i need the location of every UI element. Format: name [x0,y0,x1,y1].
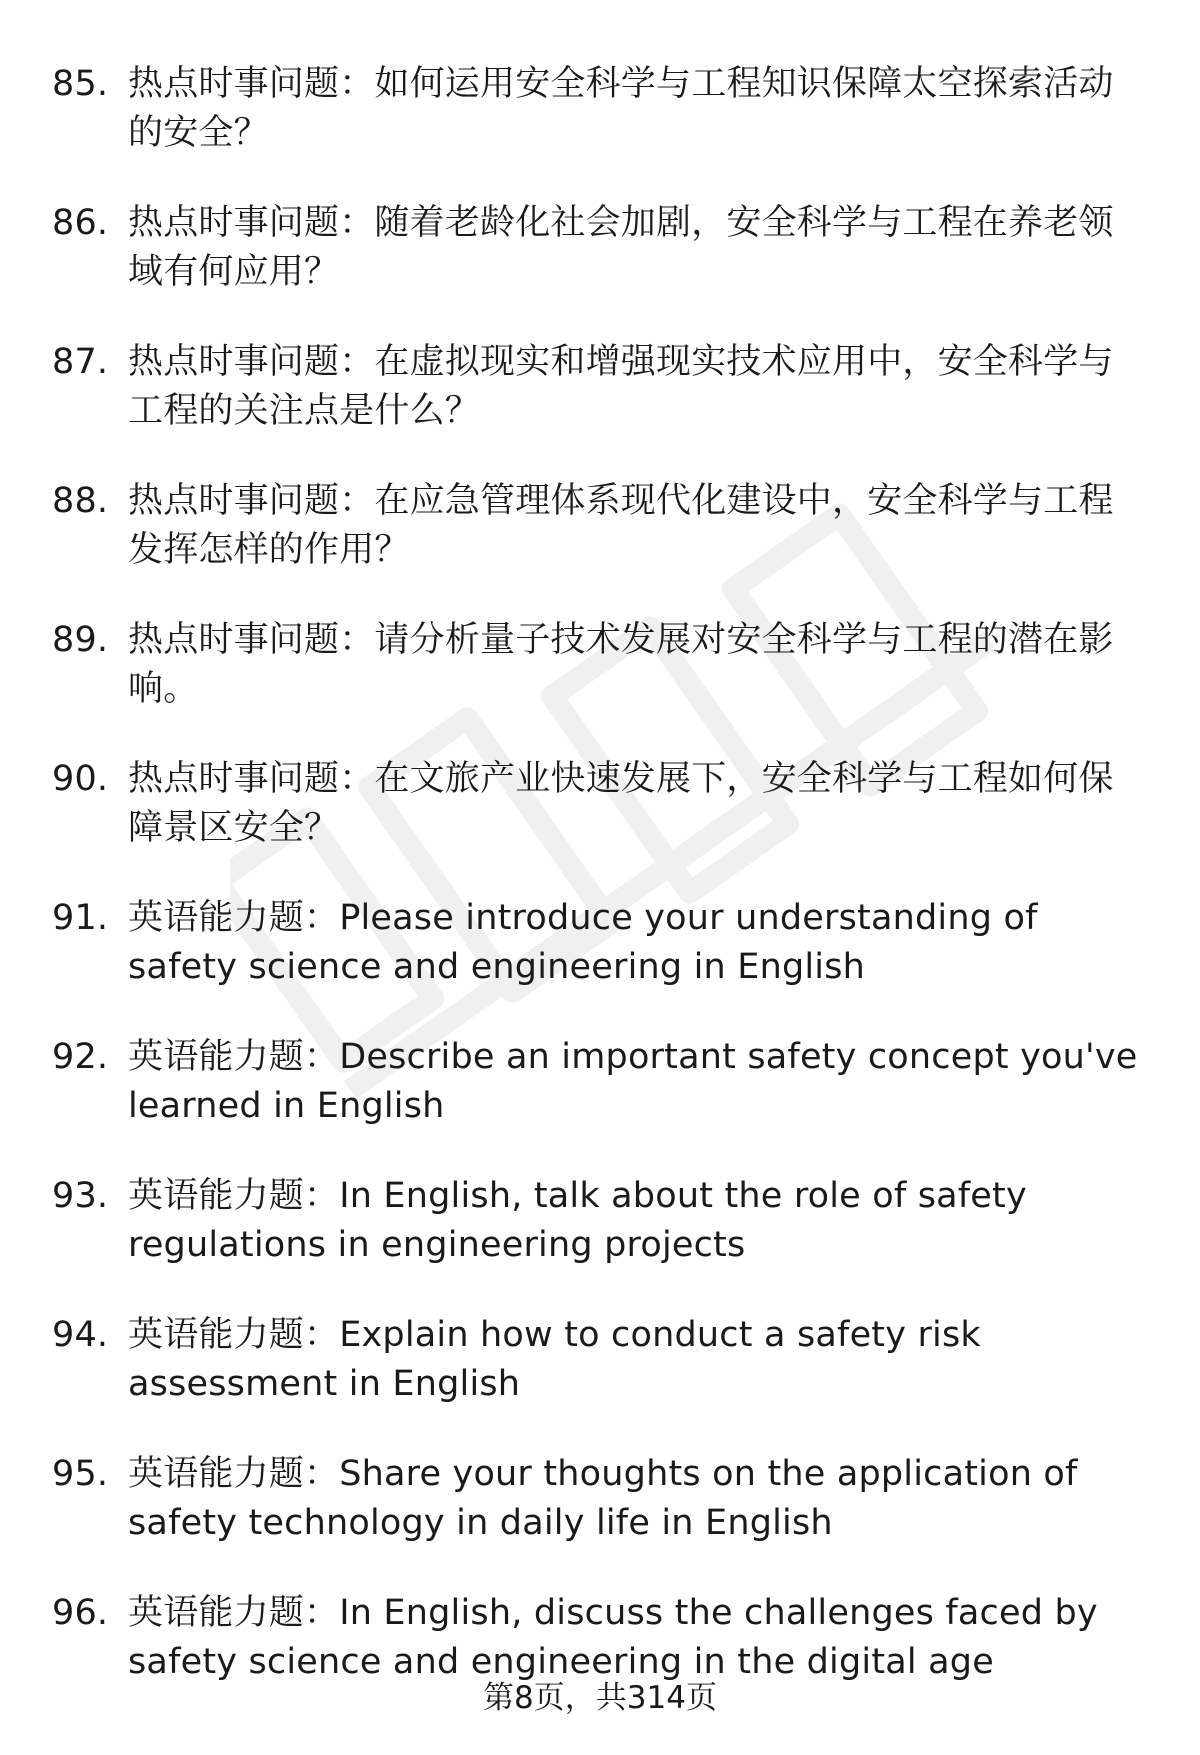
question-item-89 [52,616,1142,714]
question-text: 热点时事问题：请分析量子技术发展对安全科学与工程的潜在影响。 [128,620,1114,709]
question-number: 89. [52,620,109,660]
question-number: 93. [52,1176,109,1216]
question-number: 86. [52,203,109,243]
question-item-90 [52,755,1142,853]
question-number: 92. [52,1037,109,1077]
question-number: 87. [52,342,109,382]
question-text: 热点时事问题：如何运用安全科学与工程知识保障太空探索活动的安全？ [128,64,1114,153]
question-text: 英语能力题：Please introduce your understanding of safety science and engineering in English [128,898,1038,987]
question-number: 96. [52,1593,109,1633]
question-number: 94. [52,1315,109,1355]
page-footer: 第8页，共314页 [483,1680,717,1716]
question-number: 88. [52,481,109,521]
question-item-96 [52,1589,1142,1687]
question-item-92 [52,1033,1142,1131]
question-text: 英语能力题：In English, talk about the role of safety regulations in engineering projects [128,1176,1027,1265]
question-item-88 [52,477,1142,575]
question-text: 热点时事问题：在虚拟现实和增强现实技术应用中，安全科学与工程的关注点是什么？ [128,342,1114,431]
question-text: 热点时事问题：在应急管理体系现代化建设中，安全科学与工程发挥怎样的作用？ [128,481,1114,570]
question-text: 英语能力题：Explain how to conduct a safety risk assessment in English [128,1315,981,1404]
question-number: 90. [52,759,109,799]
question-item-94 [52,1311,1142,1409]
question-text: 热点时事问题：在文旅产业快速发展下，安全科学与工程如何保障景区安全？ [128,759,1114,848]
question-item-87 [52,338,1142,436]
question-text: 英语能力题：Describe an important safety concept you've learned in English [128,1037,1138,1126]
question-number: 91. [52,898,109,938]
question-text: 英语能力题：Share your thoughts on the application of safety technology in daily life in English [128,1454,1078,1543]
question-number: 95. [52,1454,109,1494]
question-item-91 [52,894,1142,992]
question-item-95 [52,1450,1142,1548]
question-item-93 [52,1172,1142,1270]
question-item-86 [52,199,1142,297]
question-text: 热点时事问题：随着老龄化社会加剧，安全科学与工程在养老领域有何应用？ [128,203,1114,292]
question-item-85 [52,60,1142,158]
question-text: 英语能力题：In English, discuss the challenges faced by safety science and engineering in the digital age [128,1593,1098,1682]
question-number: 85. [52,64,109,104]
question-list [52,60,1142,1728]
